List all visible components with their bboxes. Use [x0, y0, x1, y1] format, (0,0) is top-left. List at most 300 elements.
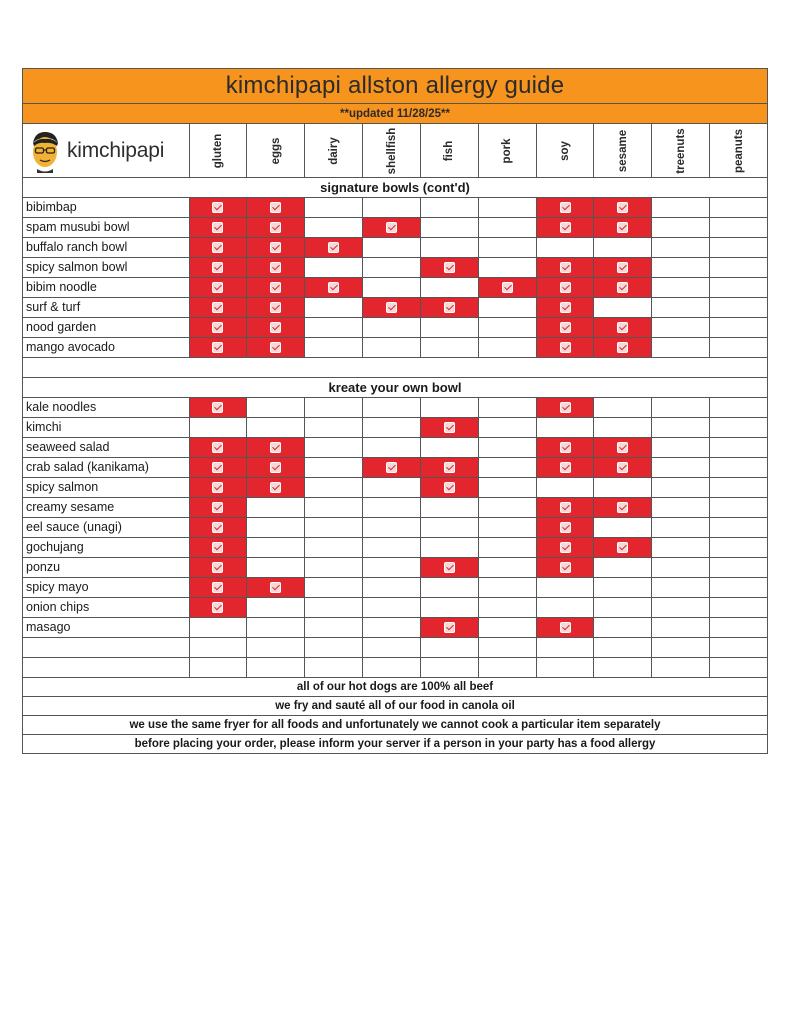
checkbox-checked-icon: [212, 542, 223, 553]
allergen-cell: [362, 518, 420, 537]
col-head-sesame: sesame: [593, 124, 651, 177]
allergen-cell-marked: [478, 278, 536, 297]
allergen-cell: [189, 618, 247, 637]
checkbox-checked-icon: [617, 202, 628, 213]
allergen-cell: [420, 658, 478, 677]
checkbox-checked-icon: [270, 322, 281, 333]
allergen-cell: [304, 258, 362, 277]
allergen-cell: [362, 558, 420, 577]
checkbox-checked-icon: [270, 342, 281, 353]
checkbox-checked-icon: [212, 482, 223, 493]
allergen-cell: [536, 598, 594, 617]
allergen-cell-marked: [246, 218, 304, 237]
allergen-cell: [478, 578, 536, 597]
allergen-cell: [709, 458, 767, 477]
allergen-cell-marked: [189, 438, 247, 457]
allergen-cell-marked: [189, 238, 247, 257]
allergen-cell: [304, 598, 362, 617]
allergen-cell: [536, 578, 594, 597]
allergen-cell: [651, 578, 709, 597]
allergen-cell: [651, 638, 709, 657]
allergen-cell: [362, 498, 420, 517]
allergen-cell: [709, 658, 767, 677]
allergen-cell: [651, 318, 709, 337]
allergen-cell: [709, 518, 767, 537]
allergen-cell: [420, 318, 478, 337]
checkbox-checked-icon: [444, 422, 455, 433]
allergen-cell-marked: [189, 578, 247, 597]
allergen-cell-marked: [593, 258, 651, 277]
checkbox-checked-icon: [212, 322, 223, 333]
menu-item-name: seaweed salad: [26, 440, 110, 454]
checkbox-checked-icon: [560, 462, 571, 473]
allergen-cell: [304, 558, 362, 577]
col-head-fish: fish: [420, 124, 478, 177]
checkbox-checked-icon: [617, 502, 628, 513]
allergen-cell-marked: [189, 598, 247, 617]
allergen-cell: [709, 598, 767, 617]
allergen-cell-marked: [536, 298, 594, 317]
checkbox-checked-icon: [617, 462, 628, 473]
allergen-cell-marked: [304, 278, 362, 297]
allergen-cell: [362, 258, 420, 277]
allergen-cell: [709, 558, 767, 577]
checkbox-checked-icon: [270, 262, 281, 273]
allergen-cell: [304, 418, 362, 437]
table-row: [23, 458, 767, 478]
allergen-cell-marked: [593, 438, 651, 457]
allergen-cell-marked: [536, 438, 594, 457]
menu-item-name: mango avocado: [26, 340, 115, 354]
allergen-cell: [593, 418, 651, 437]
checkbox-checked-icon: [212, 502, 223, 513]
checkbox-checked-icon: [270, 282, 281, 293]
allergen-cell-marked: [189, 338, 247, 357]
checkbox-checked-icon: [560, 402, 571, 413]
allergen-cell: [478, 598, 536, 617]
allergen-cell: [709, 318, 767, 337]
checkbox-checked-icon: [560, 522, 571, 533]
table-row: [23, 338, 767, 358]
allergen-cell: [478, 338, 536, 357]
allergen-cell: [478, 518, 536, 537]
checkbox-checked-icon: [386, 222, 397, 233]
allergen-cell: [709, 278, 767, 297]
allergen-cell-marked: [246, 278, 304, 297]
allergen-cell-marked: [246, 298, 304, 317]
allergen-cell-marked: [246, 198, 304, 217]
table-row: [23, 258, 767, 278]
col-head-dairy: dairy: [304, 124, 362, 177]
allergen-cell: [304, 318, 362, 337]
allergen-cell-marked: [420, 418, 478, 437]
checkbox-checked-icon: [617, 322, 628, 333]
allergen-cell-marked: [536, 518, 594, 537]
allergen-cell-marked: [304, 238, 362, 257]
allergen-cell-marked: [593, 458, 651, 477]
allergen-cell: [246, 518, 304, 537]
checkbox-checked-icon: [444, 462, 455, 473]
checkbox-checked-icon: [212, 302, 223, 313]
allergen-cell: [709, 258, 767, 277]
checkbox-checked-icon: [212, 282, 223, 293]
column-header-row: [23, 124, 767, 178]
table-row: [23, 398, 767, 418]
allergen-cell: [709, 498, 767, 517]
menu-item-name: nood garden: [26, 320, 97, 334]
allergen-cell: [478, 258, 536, 277]
allergen-cell: [536, 418, 594, 437]
table-row: [23, 298, 767, 318]
menu-item-name: bibimbap: [26, 200, 77, 214]
allergen-cell-marked: [536, 618, 594, 637]
allergen-cell: [420, 518, 478, 537]
allergen-cell: [709, 218, 767, 237]
checkbox-checked-icon: [212, 402, 223, 413]
allergen-cell: [246, 598, 304, 617]
allergen-cell: [478, 198, 536, 217]
checkbox-checked-icon: [386, 302, 397, 313]
allergen-cell: [304, 618, 362, 637]
allergen-cell: [420, 438, 478, 457]
allergen-cell: [304, 518, 362, 537]
col-head-treenuts: treenuts: [651, 124, 709, 177]
guide-title: kimchipapi allston allergy guide: [23, 69, 767, 104]
allergy-guide-sheet: [22, 68, 768, 754]
allergen-cell-marked: [362, 298, 420, 317]
allergen-cell: [651, 538, 709, 557]
blank-row: [23, 658, 767, 678]
menu-item-name: kimchi: [26, 420, 62, 434]
note-canola-oil: we fry and sauté all of our food in canola oil: [23, 697, 767, 716]
table-row: [23, 198, 767, 218]
allergen-cell: [362, 638, 420, 657]
allergen-cell: [304, 538, 362, 557]
checkbox-checked-icon: [560, 442, 571, 453]
checkbox-checked-icon: [560, 282, 571, 293]
allergen-cell: [478, 438, 536, 457]
allergen-cell: [304, 658, 362, 677]
allergen-cell-marked: [246, 478, 304, 497]
allergen-cell: [651, 418, 709, 437]
table-row: [23, 558, 767, 578]
allergen-cell-marked: [536, 218, 594, 237]
allergen-cell: [536, 478, 594, 497]
table-row: [23, 498, 767, 518]
table-row: [23, 438, 767, 458]
table-row: [23, 238, 767, 258]
table-row: [23, 418, 767, 438]
allergen-cell: [651, 518, 709, 537]
allergen-cell: [651, 198, 709, 217]
allergen-cell: [593, 558, 651, 577]
table-row: [23, 278, 767, 298]
allergen-cell: [478, 418, 536, 437]
checkbox-checked-icon: [270, 242, 281, 253]
allergen-cell-marked: [536, 258, 594, 277]
allergen-cell: [362, 658, 420, 677]
allergen-cell: [709, 478, 767, 497]
allergen-cell-marked: [189, 298, 247, 317]
allergen-cell-marked: [536, 198, 594, 217]
menu-item-name: spicy mayo: [26, 580, 89, 594]
allergen-cell-marked: [420, 458, 478, 477]
allergen-cell: [709, 418, 767, 437]
allergen-cell: [304, 458, 362, 477]
checkbox-checked-icon: [270, 482, 281, 493]
allergen-cell: [189, 418, 247, 437]
allergen-cell: [593, 598, 651, 617]
table-row: [23, 318, 767, 338]
allergen-cell-marked: [362, 218, 420, 237]
allergen-cell: [651, 598, 709, 617]
allergen-cell-marked: [593, 318, 651, 337]
allergen-cell: [362, 438, 420, 457]
checkbox-checked-icon: [270, 582, 281, 593]
empty-name-cell: [23, 638, 189, 657]
allergen-cell-marked: [189, 258, 247, 277]
checkbox-checked-icon: [270, 442, 281, 453]
menu-item-name: eel sauce (unagi): [26, 520, 122, 534]
allergen-cell-marked: [246, 318, 304, 337]
col-head-peanuts: peanuts: [709, 124, 767, 177]
allergen-cell: [651, 298, 709, 317]
allergen-cell-marked: [593, 278, 651, 297]
allergen-cell: [593, 298, 651, 317]
allergen-cell: [478, 478, 536, 497]
menu-item-name: ponzu: [26, 560, 61, 574]
allergen-cell: [478, 318, 536, 337]
allergen-cell-marked: [593, 538, 651, 557]
checkbox-checked-icon: [560, 542, 571, 553]
allergen-cell: [593, 638, 651, 657]
allergen-cell: [362, 598, 420, 617]
allergen-cell: [593, 518, 651, 537]
allergen-cell: [478, 238, 536, 257]
brand-logo: [23, 124, 189, 177]
checkbox-checked-icon: [444, 562, 455, 573]
allergen-cell: [362, 578, 420, 597]
menu-item-name: surf & turf: [26, 300, 81, 314]
allergen-cell: [362, 198, 420, 217]
allergen-cell: [189, 638, 247, 657]
allergen-cell: [478, 298, 536, 317]
allergen-cell: [362, 538, 420, 557]
allergen-cell: [362, 618, 420, 637]
allergen-cell-marked: [189, 218, 247, 237]
checkbox-checked-icon: [212, 562, 223, 573]
allergen-cell-marked: [536, 318, 594, 337]
allergen-cell: [304, 578, 362, 597]
checkbox-checked-icon: [212, 262, 223, 273]
allergen-cell: [246, 498, 304, 517]
checkbox-checked-icon: [617, 282, 628, 293]
brand-logo-text: kimchipapi: [67, 138, 165, 162]
allergen-cell: [304, 438, 362, 457]
mascot-face-icon: [27, 129, 63, 173]
allergen-cell-marked: [189, 478, 247, 497]
allergen-cell: [362, 478, 420, 497]
allergen-cell: [651, 398, 709, 417]
allergen-cell-marked: [189, 318, 247, 337]
checkbox-checked-icon: [560, 302, 571, 313]
table-row: [23, 478, 767, 498]
allergen-cell-marked: [189, 398, 247, 417]
allergen-cell-marked: [420, 298, 478, 317]
allergen-cell-marked: [420, 618, 478, 637]
allergen-cell-marked: [536, 398, 594, 417]
checkbox-checked-icon: [270, 462, 281, 473]
allergen-cell: [304, 298, 362, 317]
allergen-cell: [651, 338, 709, 357]
allergen-cell: [420, 218, 478, 237]
allergen-cell: [651, 218, 709, 237]
allergen-cell-marked: [593, 198, 651, 217]
menu-item-name: spicy salmon bowl: [26, 260, 128, 274]
allergen-cell: [246, 538, 304, 557]
checkbox-checked-icon: [386, 462, 397, 473]
checkbox-checked-icon: [212, 522, 223, 533]
checkbox-checked-icon: [212, 442, 223, 453]
checkbox-checked-icon: [617, 442, 628, 453]
col-head-eggs: eggs: [246, 124, 304, 177]
checkbox-checked-icon: [212, 242, 223, 253]
allergen-cell-marked: [189, 278, 247, 297]
allergen-cell-marked: [536, 538, 594, 557]
allergen-cell-marked: [420, 478, 478, 497]
menu-item-name: kale noodles: [26, 400, 97, 414]
allergen-cell: [536, 658, 594, 677]
checkbox-checked-icon: [560, 202, 571, 213]
table-row: [23, 598, 767, 618]
table-row: [23, 618, 767, 638]
section-title: signature bowls (cont'd): [23, 178, 767, 198]
checkbox-checked-icon: [212, 602, 223, 613]
checkbox-checked-icon: [617, 262, 628, 273]
allergen-cell-marked: [189, 458, 247, 477]
allergen-cell: [593, 618, 651, 637]
menu-item-name: spicy salmon: [26, 480, 99, 494]
col-head-gluten: gluten: [189, 124, 247, 177]
allergen-cell: [246, 618, 304, 637]
allergen-cell: [709, 638, 767, 657]
allergen-cell-marked: [246, 578, 304, 597]
allergen-cell: [420, 238, 478, 257]
checkbox-checked-icon: [560, 262, 571, 273]
allergen-cell: [304, 638, 362, 657]
allergen-cell: [362, 238, 420, 257]
checkbox-checked-icon: [444, 262, 455, 273]
allergen-cell: [246, 558, 304, 577]
allergen-cell: [304, 218, 362, 237]
allergen-cell: [651, 278, 709, 297]
allergen-cell: [420, 278, 478, 297]
allergen-cell: [709, 398, 767, 417]
checkbox-checked-icon: [560, 342, 571, 353]
checkbox-checked-icon: [270, 302, 281, 313]
empty-name-cell: [23, 658, 189, 677]
table-row: [23, 218, 767, 238]
checkbox-checked-icon: [560, 622, 571, 633]
allergen-cell: [478, 458, 536, 477]
checkbox-checked-icon: [617, 542, 628, 553]
table-row: [23, 518, 767, 538]
allergen-cell: [304, 198, 362, 217]
checkbox-checked-icon: [444, 622, 455, 633]
menu-item-name: masago: [26, 620, 71, 634]
allergen-cell-marked: [189, 538, 247, 557]
checkbox-checked-icon: [444, 302, 455, 313]
checkbox-checked-icon: [560, 562, 571, 573]
allergen-cell: [709, 238, 767, 257]
allergen-cell: [189, 658, 247, 677]
allergen-cell: [246, 418, 304, 437]
checkbox-checked-icon: [328, 242, 339, 253]
note-shared-fryer: we use the same fryer for all foods and unfortunately we cannot cook a particular item separately: [23, 716, 767, 735]
allergen-cell: [420, 578, 478, 597]
allergy-table-body: [23, 178, 767, 678]
checkbox-checked-icon: [560, 502, 571, 513]
allergen-cell-marked: [536, 498, 594, 517]
allergen-cell: [362, 338, 420, 357]
blank-row: [23, 638, 767, 658]
allergen-cell: [362, 278, 420, 297]
blank-row: [23, 358, 767, 378]
allergen-cell: [478, 618, 536, 637]
checkbox-checked-icon: [212, 582, 223, 593]
allergen-cell: [420, 398, 478, 417]
allergen-cell: [593, 398, 651, 417]
checkbox-checked-icon: [212, 202, 223, 213]
allergen-cell: [420, 338, 478, 357]
checkbox-checked-icon: [270, 222, 281, 233]
allergen-cell: [304, 478, 362, 497]
allergen-cell: [478, 538, 536, 557]
allergen-cell-marked: [189, 518, 247, 537]
checkbox-checked-icon: [270, 202, 281, 213]
allergen-cell: [362, 398, 420, 417]
section-title: kreate your own bowl: [23, 378, 767, 398]
allergen-cell: [651, 558, 709, 577]
allergen-cell: [709, 338, 767, 357]
allergen-cell-marked: [536, 338, 594, 357]
allergen-cell: [651, 238, 709, 257]
allergen-cell: [478, 558, 536, 577]
allergen-cell: [651, 658, 709, 677]
allergen-cell: [651, 458, 709, 477]
allergen-cell: [246, 658, 304, 677]
allergen-cell: [536, 638, 594, 657]
allergen-cell: [651, 498, 709, 517]
col-head-pork: pork: [478, 124, 536, 177]
col-head-soy: soy: [536, 124, 594, 177]
checkbox-checked-icon: [617, 342, 628, 353]
allergen-cell: [362, 418, 420, 437]
allergen-cell: [304, 338, 362, 357]
allergen-cell: [420, 638, 478, 657]
menu-item-name: buffalo ranch bowl: [26, 240, 128, 254]
allergen-cell: [651, 478, 709, 497]
menu-item-name: onion chips: [26, 600, 90, 614]
allergen-cell: [593, 658, 651, 677]
col-head-shellfish: shellfish: [362, 124, 420, 177]
allergen-cell: [709, 538, 767, 557]
allergen-cell: [709, 618, 767, 637]
allergen-cell: [478, 658, 536, 677]
allergen-cell-marked: [536, 558, 594, 577]
allergen-cell: [478, 638, 536, 657]
allergen-cell: [651, 438, 709, 457]
